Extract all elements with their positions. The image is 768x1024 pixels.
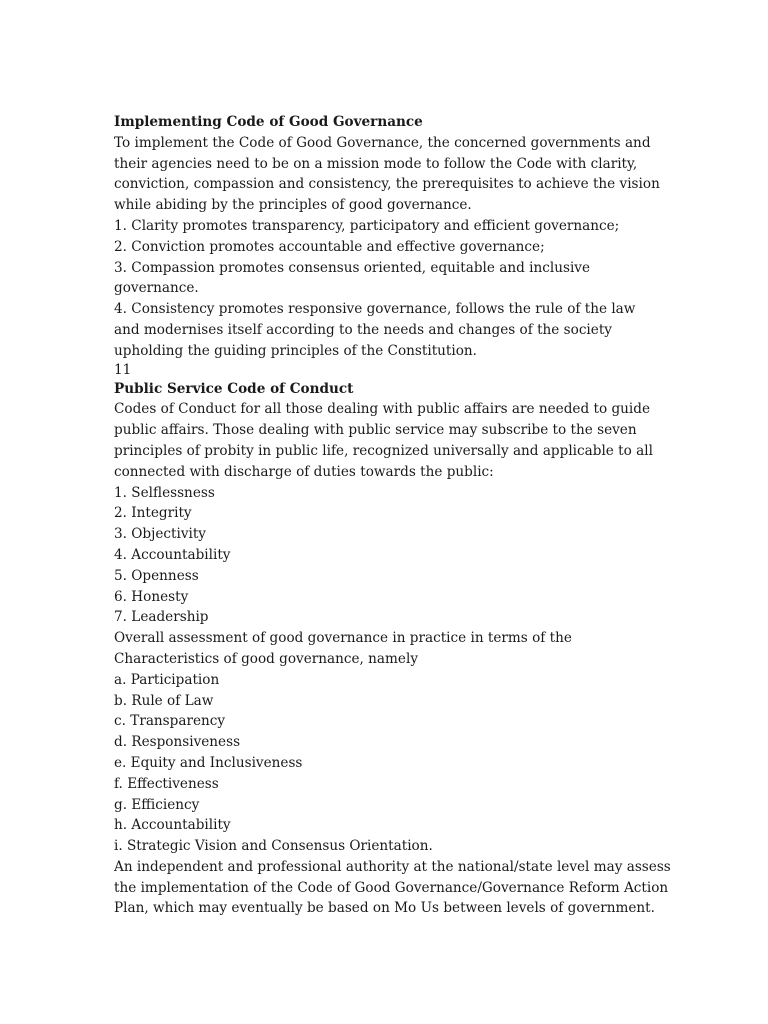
paragraph-line: An independent and professional authority at the national/state level may assess xyxy=(114,858,671,875)
paragraph-line: the implementation of the Code of Good Governance/Governance Reform Action xyxy=(114,879,669,896)
page-number: 11 xyxy=(114,361,132,378)
section-heading-good-governance: Implementing Code of Good Governance xyxy=(114,114,423,130)
list-item: 1. Selflessness xyxy=(114,484,215,501)
list-item: 3. Objectivity xyxy=(114,526,206,543)
list-item: 7. Leadership xyxy=(114,609,209,626)
list-item: 3. Compassion promotes consensus oriented, equitable and inclusive xyxy=(114,259,591,276)
list-item: 5. Openness xyxy=(114,567,199,584)
paragraph-line: Overall assessment of good governance in practice in terms of the xyxy=(114,630,572,647)
list-item: i. Strategic Vision and Consensus Orientation. xyxy=(114,838,433,855)
list-item: d. Responsiveness xyxy=(114,734,241,751)
list-item: c. Transparency xyxy=(114,713,226,730)
paragraph-line: Codes of Conduct for all those dealing with public affairs are needed to guide xyxy=(114,401,651,418)
paragraph-line: Plan, which may eventually be based on Mo Us between levels of government. xyxy=(114,900,655,917)
document-page xyxy=(114,112,754,919)
list-item: g. Efficiency xyxy=(114,796,200,813)
list-item: b. Rule of Law xyxy=(114,692,214,709)
list-item: f. Effectiveness xyxy=(114,775,219,792)
list-item: a. Participation xyxy=(114,671,220,688)
paragraph-line: their agencies need to be on a mission mode to follow the Code with clarity, xyxy=(114,155,638,172)
paragraph-line: Characteristics of good governance, namely xyxy=(114,650,419,667)
list-item: 2. Conviction promotes accountable and effective governance; xyxy=(114,238,545,255)
paragraph-line: connected with discharge of duties towards the public: xyxy=(114,463,494,480)
paragraph-line: principles of probity in public life, recognized universally and applicable to all xyxy=(114,442,653,459)
paragraph-line: To implement the Code of Good Governance, the concerned governments and xyxy=(114,134,651,151)
paragraph-line: while abiding by the principles of good governance. xyxy=(114,197,472,214)
list-item: upholding the guiding principles of the Constitution. xyxy=(114,342,477,359)
list-item: 4. Accountability xyxy=(114,546,231,563)
list-item: 6. Honesty xyxy=(114,588,189,605)
list-item: 1. Clarity promotes transparency, participatory and efficient governance; xyxy=(114,217,620,234)
paragraph-line: public affairs. Those dealing with public service may subscribe to the seven xyxy=(114,422,637,439)
section-heading-code-of-conduct: Public Service Code of Conduct xyxy=(114,380,354,397)
paragraph-line: conviction, compassion and consistency, the prerequisites to achieve the vision xyxy=(114,176,660,193)
list-item: 4. Consistency promotes responsive governance, follows the rule of the law xyxy=(114,301,636,318)
list-item: 2. Integrity xyxy=(114,505,192,522)
list-item: governance. xyxy=(114,280,199,297)
list-item: and modernises itself according to the needs and changes of the society xyxy=(114,321,612,338)
list-item: h. Accountability xyxy=(114,817,231,834)
list-item: e. Equity and Inclusiveness xyxy=(114,754,303,771)
